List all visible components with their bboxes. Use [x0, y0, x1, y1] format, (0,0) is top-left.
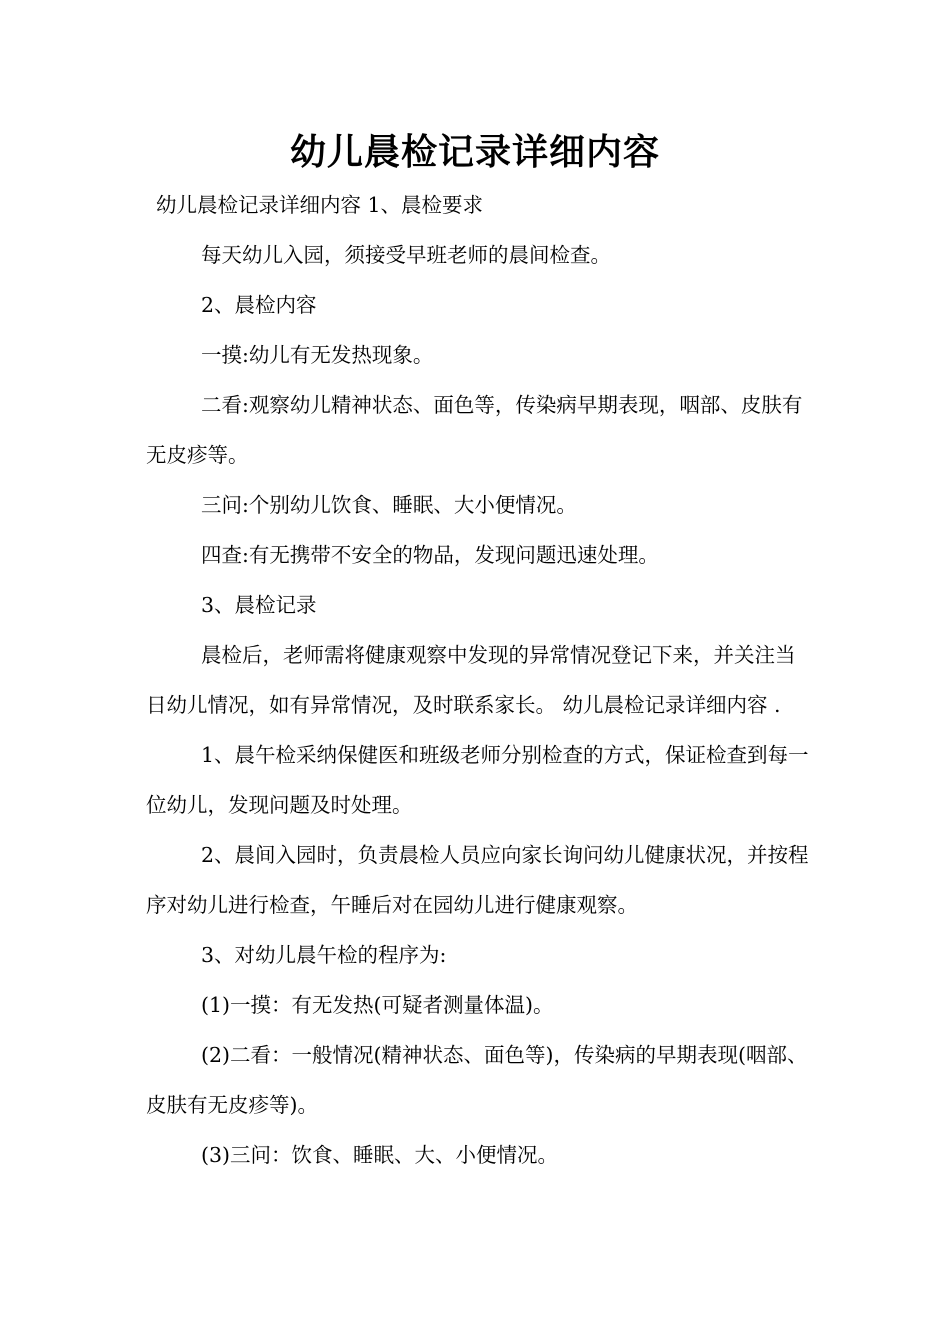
- paragraph: 3、对幼儿晨午检的程序为:: [201, 943, 447, 967]
- paragraph: 每天幼儿入园，须接受早班老师的晨间检查。: [201, 243, 611, 267]
- document-body: [146, 180, 810, 1180]
- paragraph: 四查:有无携带不安全的物品，发现问题迅速处理。: [201, 543, 659, 567]
- paragraph: 1、晨午检采纳保健医和班级老师分别检查的方式，保证检查到每一位幼儿，发现问题及时处理。: [146, 743, 809, 817]
- paragraph: 二看:观察幼儿精神状态、面色等，传染病早期表现，咽部、皮肤有无皮疹等。: [146, 393, 803, 467]
- list-item: (3)三问：饮食、睡眠、大、小便情况。: [201, 1143, 559, 1167]
- section-heading: 2、晨检内容: [201, 293, 317, 317]
- list-item: (2)二看：一般情况(精神状态、面色等)，传染病的早期表现(咽部、皮肤有无皮疹等)。: [146, 1043, 808, 1117]
- document-title: 幼儿晨检记录详细内容: [289, 132, 660, 173]
- list-item: (1)一摸：有无发热(可疑者测量体温)。: [201, 993, 554, 1017]
- paragraph: 晨检后，老师需将健康观察中发现的异常情况登记下来，并关注当日幼儿情况，如有异常情况，及时联系家长。 幼儿晨检记录详细内容 .: [146, 643, 796, 717]
- paragraph: 一摸:幼儿有无发热现象。: [201, 343, 434, 367]
- section-heading: 3、晨检记录: [201, 593, 317, 617]
- paragraph: 2、晨间入园时，负责晨检人员应向家长询问幼儿健康状况，并按程序对幼儿进行检查，午睡后对在园幼儿进行健康观察。: [146, 843, 809, 917]
- paragraph-intro: 幼儿晨检记录详细内容 1、晨检要求: [156, 193, 484, 217]
- paragraph: 三问:个别幼儿饮食、睡眠、大小便情况。: [201, 493, 577, 517]
